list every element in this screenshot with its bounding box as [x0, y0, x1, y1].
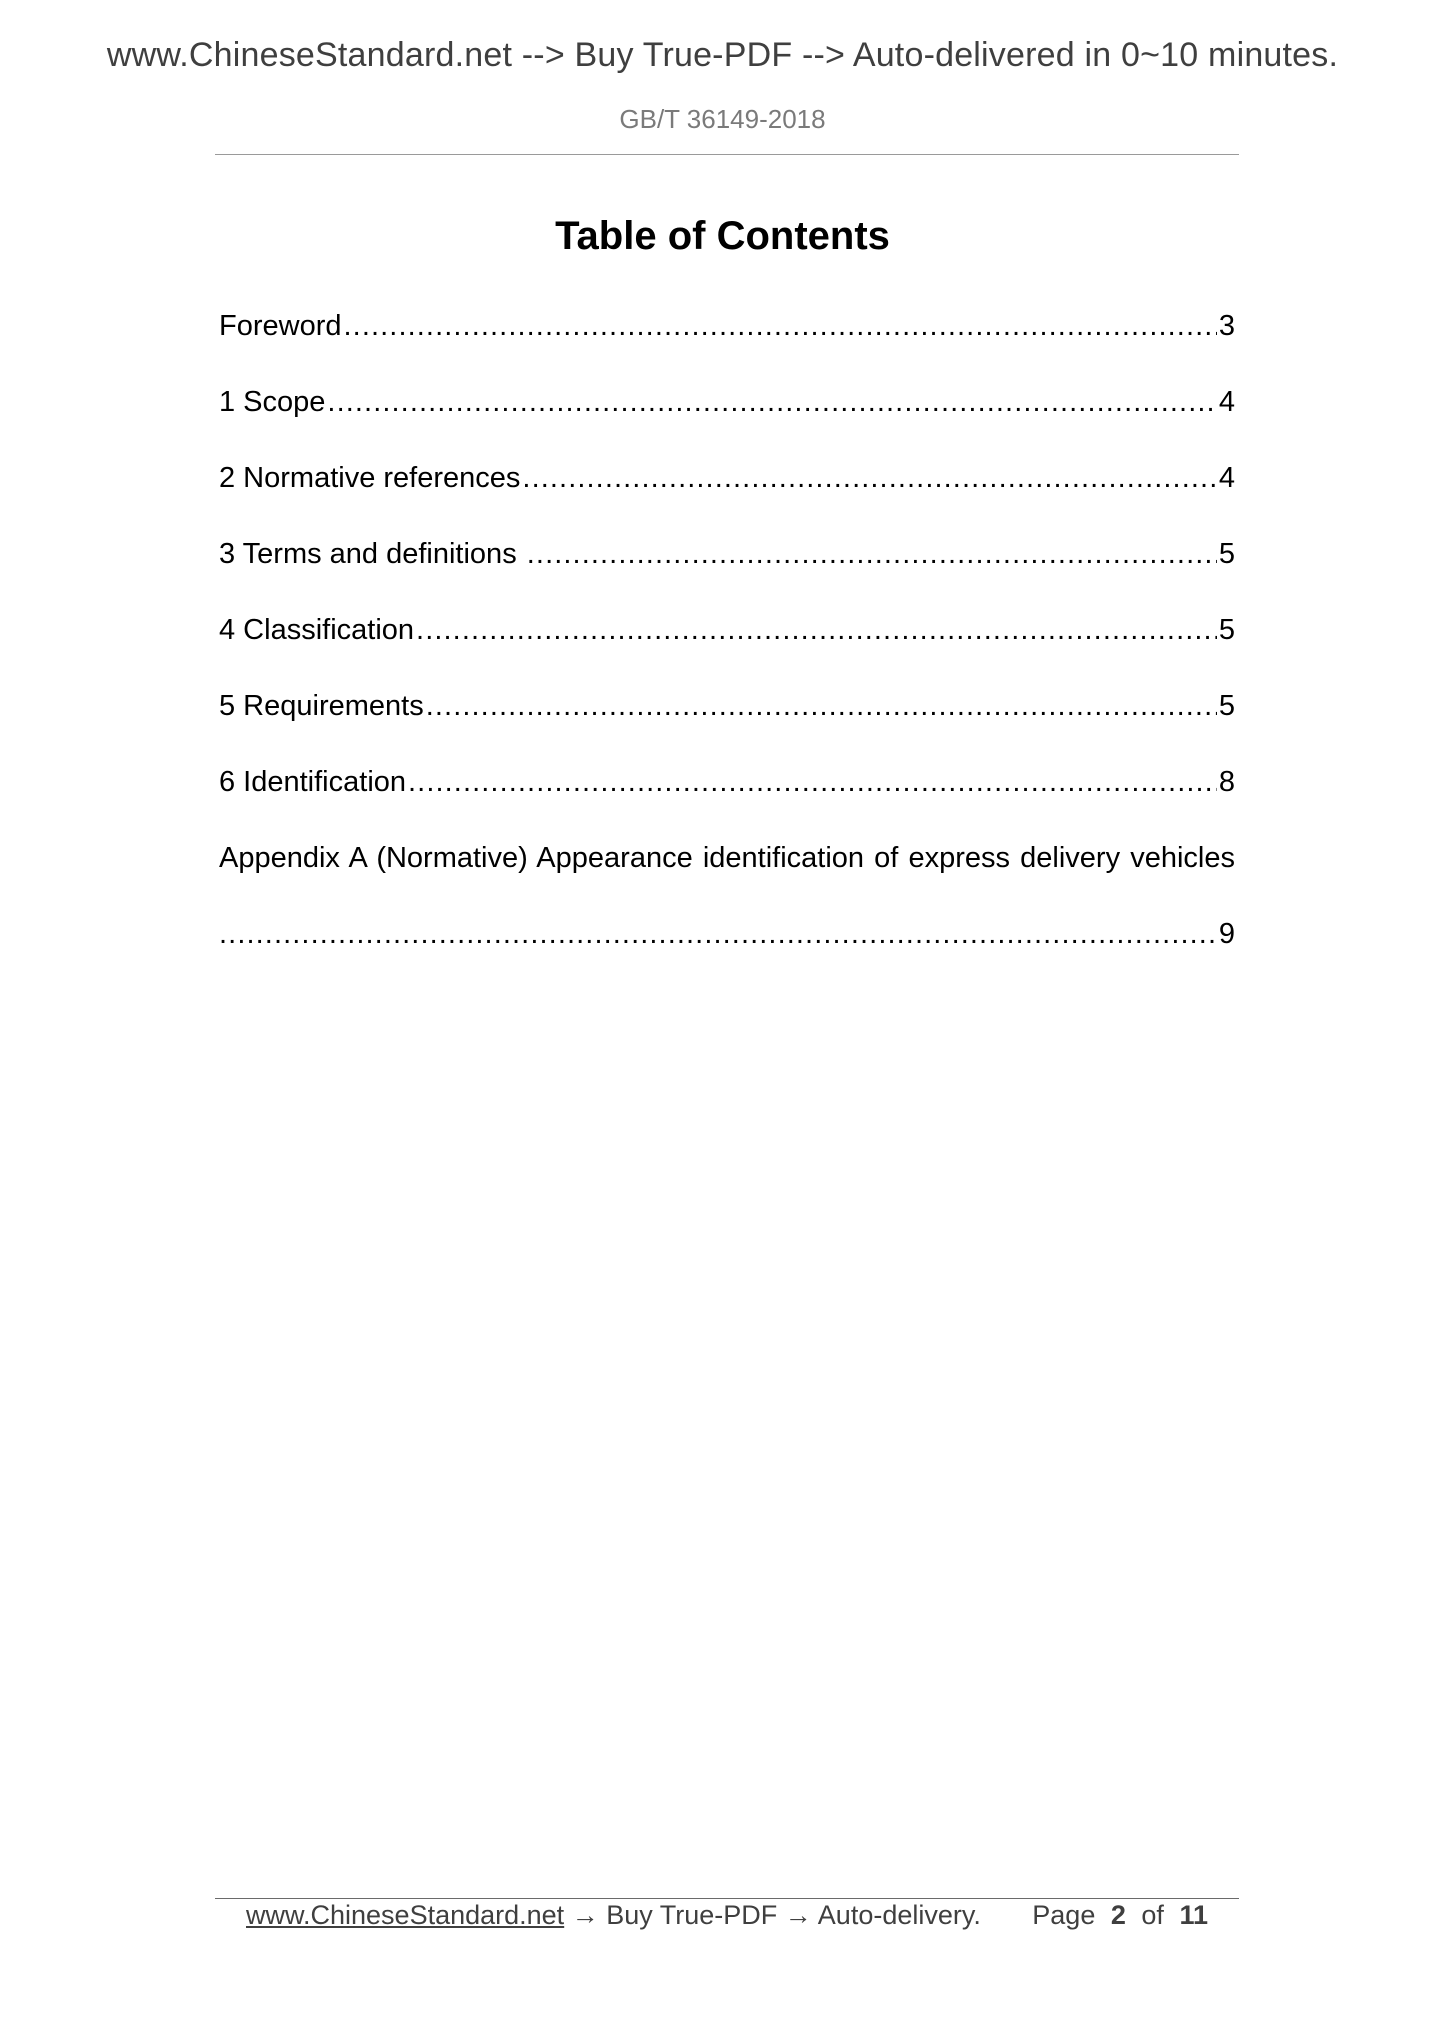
toc-entry-label: 3 Terms and definitions [219, 538, 525, 570]
toc-entry-page: 8 [1218, 766, 1235, 798]
site-banner: www.ChineseStandard.net --> Buy True-PDF --> Auto-delivered in 0~10 minutes. [106, 36, 1339, 74]
table-of-contents [219, 310, 1235, 994]
footer-auto-text: Auto-delivery. [817, 1900, 981, 1930]
page-label: Page [1032, 1900, 1096, 1930]
total-pages: 11 [1179, 1900, 1208, 1930]
footer-divider [215, 1898, 1239, 1899]
toc-entry-label: 6 Identification [219, 766, 407, 798]
leader-dots [219, 918, 1217, 951]
right-arrow-icon: → [571, 1900, 599, 1930]
toc-entry-requirements[interactable] [219, 690, 1235, 766]
leader-dots [327, 386, 1216, 419]
toc-entry-label: Foreword [219, 310, 342, 342]
toc-entry-label: 5 Requirements [219, 690, 424, 722]
toc-entry-page: 4 [1218, 462, 1235, 494]
footer-site-link[interactable]: www.ChineseStandard.net [246, 1900, 565, 1930]
toc-entry-scope[interactable] [219, 386, 1235, 462]
toc-entry-label: Appendix A (Normative) Appearance identification of express delivery vehicles [219, 842, 1235, 874]
toc-entry-classification[interactable] [219, 614, 1235, 690]
header-divider [215, 154, 1239, 155]
toc-entry-label: 2 Normative references [219, 462, 521, 494]
leader-dots [527, 538, 1217, 571]
toc-entry-page: 3 [1218, 310, 1235, 342]
toc-entry-page: 5 [1218, 690, 1235, 722]
toc-entry-page: 4 [1218, 386, 1235, 418]
toc-entry-page: 5 [1218, 538, 1235, 570]
toc-entry-foreword[interactable] [219, 310, 1235, 386]
toc-entry-page: 9 [1218, 918, 1235, 950]
toc-entry-identification[interactable] [219, 766, 1235, 842]
page-footer [246, 1900, 1216, 1931]
toc-entry-normative-references[interactable] [219, 462, 1235, 538]
of-label: of [1141, 1900, 1164, 1930]
document-code: GB/T 36149-2018 [619, 104, 826, 134]
page-number [1032, 1900, 1216, 1931]
footer-buy-text: Buy True-PDF [606, 1900, 778, 1930]
toc-entry-page: 5 [1218, 614, 1235, 646]
toc-entry-label: 1 Scope [219, 386, 326, 418]
current-page: 2 [1110, 1900, 1126, 1930]
right-arrow-icon: → [784, 1900, 812, 1930]
leader-dots [522, 462, 1216, 495]
leader-dots [416, 614, 1217, 647]
leader-dots [408, 766, 1217, 799]
toc-entry-appendix-a[interactable] [219, 842, 1235, 918]
toc-title: Table of Contents [555, 214, 890, 258]
leader-dots [344, 310, 1217, 343]
toc-entry-terms-and-definitions[interactable] [219, 538, 1235, 614]
leader-dots [426, 690, 1217, 723]
toc-entry-label: 4 Classification [219, 614, 415, 646]
toc-entry-appendix-a-leader[interactable] [219, 918, 1235, 994]
